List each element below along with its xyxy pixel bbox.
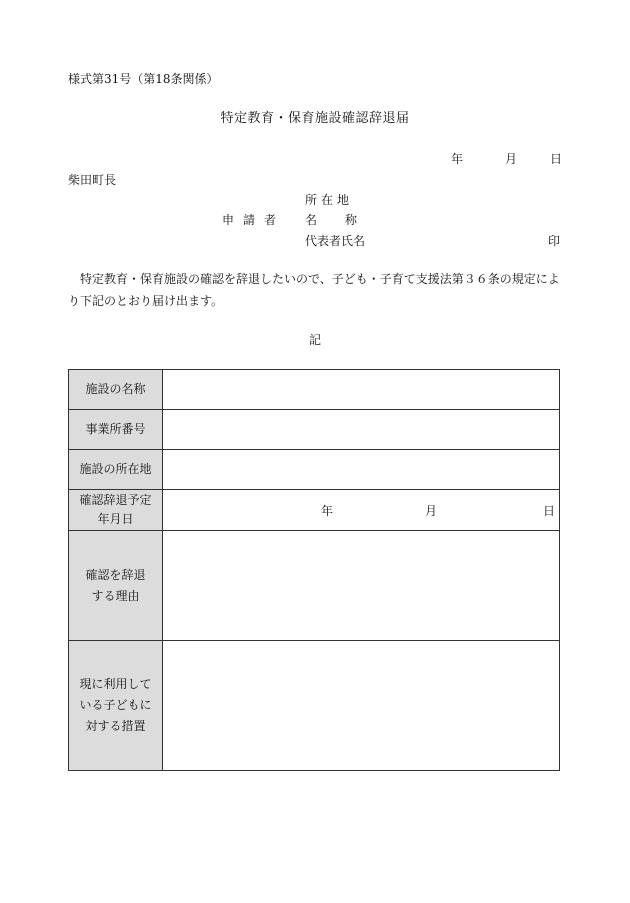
measures-label-line-3: 対する措置	[85, 719, 146, 733]
table-row	[69, 490, 560, 531]
seal-mark: 印	[548, 234, 561, 248]
office-number-label: 事業所番号	[69, 410, 163, 450]
applicant-label: 申請者	[222, 213, 286, 227]
measures-label-line-2: いる子どもに	[79, 698, 152, 712]
date-day-label: 日	[550, 152, 563, 166]
address-label: 所在地	[305, 193, 354, 207]
addressee: 柴田町長	[68, 173, 117, 187]
date-year-label: 年	[451, 152, 464, 166]
reason-label-line-1: 確認を辞退	[85, 567, 146, 582]
body-text: 特定教育・保育施設の確認を辞退したいので、子ども・子育て支援法第３６条の規定により下記のとおり届け出ます。	[68, 272, 560, 308]
facility-name-label: 施設の名称	[69, 370, 163, 410]
document-title: 特定教育・保育施設確認辞退届	[220, 111, 410, 126]
planned-date-month: 月	[425, 504, 438, 518]
ki-heading: 記	[308, 333, 321, 347]
measures-label	[69, 641, 163, 771]
facility-address-field[interactable]	[163, 450, 560, 490]
name-label	[305, 212, 357, 228]
measures-field[interactable]	[163, 641, 560, 771]
office-number-field[interactable]	[163, 410, 560, 450]
facility-name-field[interactable]	[163, 370, 560, 410]
reason-label	[69, 531, 163, 641]
date-month-label: 月	[505, 152, 518, 166]
planned-date-year: 年	[321, 504, 334, 518]
name-label-char-1: 名	[305, 213, 318, 227]
reason-label-line-2: する理由	[91, 588, 140, 603]
facility-table	[68, 369, 560, 771]
reason-field[interactable]	[163, 531, 560, 641]
table-row	[69, 531, 560, 641]
measures-label-line-1: 現に利用して	[79, 677, 152, 691]
facility-address-label: 施設の所在地	[69, 450, 163, 490]
planned-date-label	[69, 490, 163, 531]
planned-date-field[interactable]	[163, 490, 560, 531]
table-row	[69, 641, 560, 771]
name-label-char-2: 称	[345, 213, 358, 227]
planned-date-label-line-2: 年月日	[97, 512, 134, 526]
representative-label: 代表者氏名	[305, 234, 366, 248]
planned-date-label-line-1: 確認辞退予定	[79, 493, 152, 507]
table-row	[69, 410, 560, 450]
table-row	[69, 450, 560, 490]
planned-date-day: 日	[543, 504, 556, 518]
form-number: 様式第31号（第18条関係）	[68, 72, 219, 86]
table-row	[69, 370, 560, 410]
